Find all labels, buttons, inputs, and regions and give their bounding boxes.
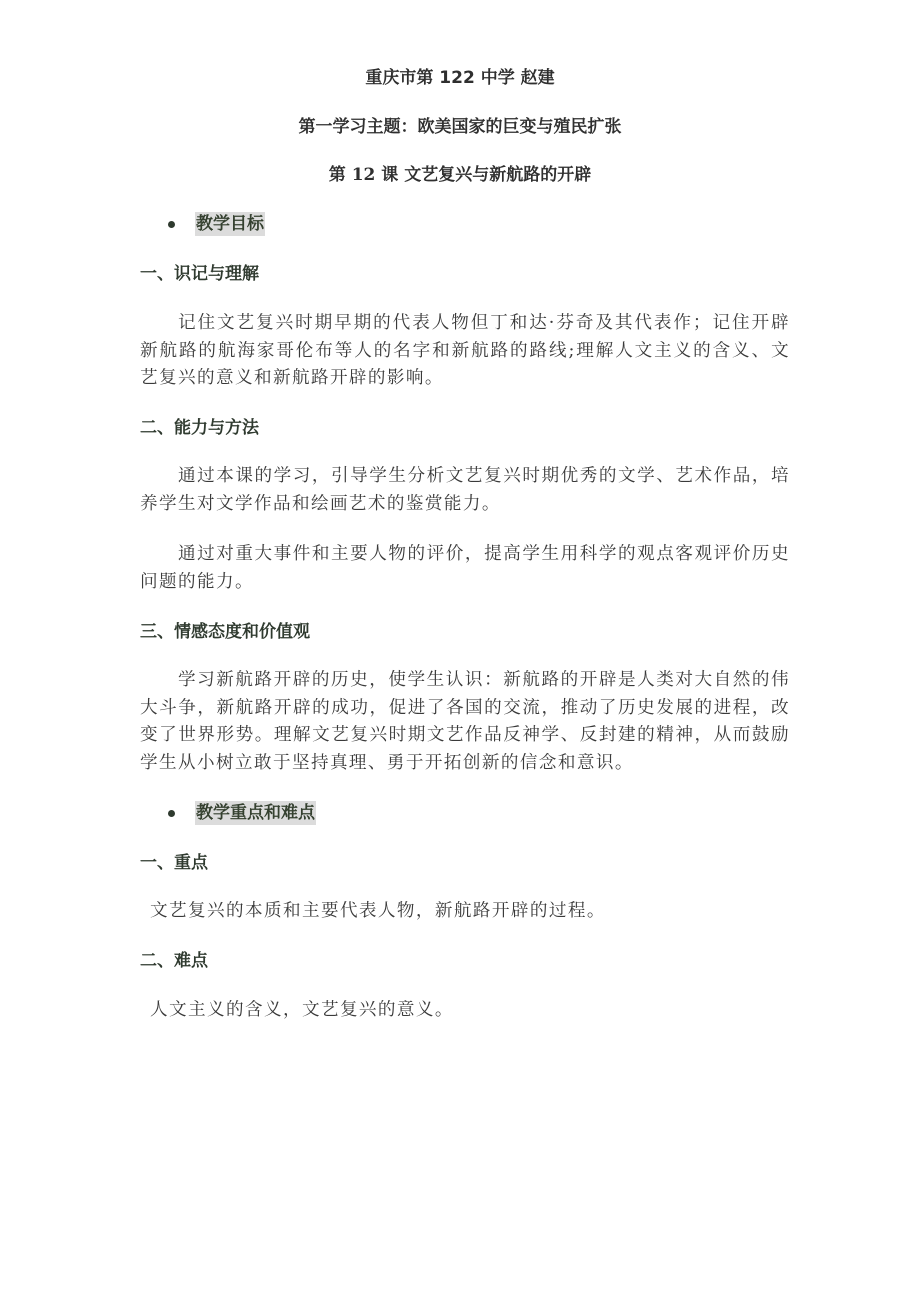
paragraph-key-point: 文艺复兴的本质和主要代表人物，新航路开辟的过程。 [150,901,606,921]
school-author-line: 重庆市第 122 中学 赵建 [365,68,555,88]
bullet-icon [168,221,175,228]
paragraph-knowledge: 记住文艺复兴时期早期的代表人物但丁和达·芬奇及其代表作；记住开辟新航路的航海家哥伦布等人的名字和新航路的路线;理解人文主义的含义、文艺复兴的意义和新航路开辟的影响。 [140,313,790,388]
lesson-title: 第 12 课 文艺复兴与新航路的开辟 [328,165,592,185]
bullet-icon [168,810,175,817]
section-title-key-points: 教学重点和难点 [196,803,315,823]
paragraph-ability-2: 通过对重大事件和主要人物的评价，提高学生用科学的观点客观评价历史问题的能力。 [140,544,790,592]
subsection-heading-difficulty: 二、难点 [140,951,208,971]
paragraph-ability-1: 通过本课的学习，引导学生分析文艺复兴时期优秀的文学、艺术作品，培养学生对文学作品和绘画艺术的鉴赏能力。 [140,466,790,514]
section-title-objectives: 教学目标 [196,214,264,234]
subsection-heading-ability: 二、能力与方法 [140,418,259,438]
subsection-heading-key-point: 一、重点 [140,853,208,873]
theme-title: 第一学习主题：欧美国家的巨变与殖民扩张 [298,117,622,137]
subsection-heading-knowledge: 一、识记与理解 [140,264,259,284]
subsection-heading-values: 三、情感态度和价值观 [140,622,310,642]
paragraph-difficulty: 人文主义的含义，文艺复兴的意义。 [150,1000,454,1020]
paragraph-values: 学习新航路开辟的历史，使学生认识：新航路的开辟是人类对大自然的伟大斗争，新航路开辟的成功，促进了各国的交流，推动了历史发展的进程，改变了世界形势。理解文艺复兴时期文艺作品反神学、反封建的精神，从而鼓励学生从小树立敢于坚持真理、勇于开拓创新的信念和意识。 [140,670,790,773]
